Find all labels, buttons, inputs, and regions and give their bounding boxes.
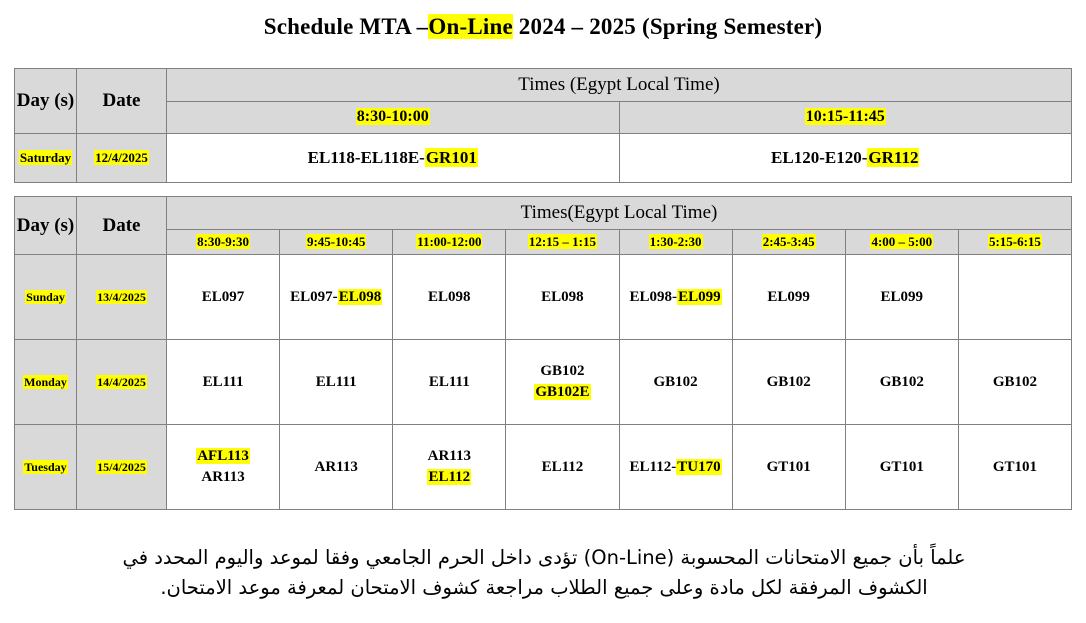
exam-code-plain: GT101 xyxy=(992,458,1038,475)
row-day-monday xyxy=(15,340,77,425)
header-date: Date xyxy=(77,69,167,134)
day-label: Sunday xyxy=(26,289,65,304)
time-slot-8 xyxy=(958,230,1071,255)
exam-cell xyxy=(393,255,506,340)
exam-code-highlight: AFL113 xyxy=(197,448,249,464)
weekly-schedule-table xyxy=(14,196,1072,510)
header-day: Day (s) xyxy=(15,69,77,134)
time-slot-5 xyxy=(619,230,732,255)
time-slot-label: 4:00 – 5:00 xyxy=(871,234,933,249)
exam-code-plain: EL120-E120- xyxy=(771,148,868,167)
date-label: 13/4/2025 xyxy=(97,289,146,304)
date-label: 15/4/2025 xyxy=(97,459,146,474)
header-times: Times(Egypt Local Time) xyxy=(167,197,1072,230)
exam-code-plain: EL098 xyxy=(428,288,471,305)
exam-cell xyxy=(845,425,958,510)
exam-cell xyxy=(167,255,280,340)
date-label: 12/4/2025 xyxy=(95,150,148,165)
exam-code-highlight: EL112 xyxy=(428,469,471,485)
time-slot-label: 2:45-3:45 xyxy=(762,234,815,249)
time-slot-4 xyxy=(506,230,619,255)
time-slot-6 xyxy=(732,230,845,255)
exam-cell xyxy=(393,340,506,425)
time-slot-1 xyxy=(167,101,620,134)
row-date-saturday xyxy=(77,134,167,183)
row-date-sunday xyxy=(77,255,167,340)
exam-cell xyxy=(167,425,280,510)
row-date-monday xyxy=(77,340,167,425)
time-slot-label: 8:30-9:30 xyxy=(197,234,250,249)
exam-cell xyxy=(280,255,393,340)
exam-cell xyxy=(845,340,958,425)
exam-code-plain: GT101 xyxy=(879,458,924,475)
table-row xyxy=(15,255,1072,340)
arabic-note: علماً بأن جميع الامتحانات المحسوبة (On-Line) تؤدى داخل الحرم الجامعي وفقا لموعد واليوم المحدد في الكشوف المرفقة لكل مادة وعلى جميع الطلاب مراجعة كشوف الامتحان لمعرفة موعد الامتحان. xyxy=(122,546,966,599)
table-row xyxy=(15,197,1072,230)
exam-cell xyxy=(167,134,620,183)
exam-cell xyxy=(619,255,732,340)
exam-code-plain: EL118-EL118E- xyxy=(307,148,425,167)
time-slot-label: 8:30-10:00 xyxy=(356,108,429,126)
exam-cell xyxy=(732,255,845,340)
exam-code-plain: EL099 xyxy=(767,288,810,305)
time-slot-label: 11:00-12:00 xyxy=(417,234,482,249)
exam-code-highlight: GB102E xyxy=(535,384,590,400)
exam-cell xyxy=(619,340,732,425)
day-label: Monday xyxy=(24,374,67,389)
exam-code-highlight: EL098 xyxy=(338,288,382,305)
exam-code-plain: AR113 xyxy=(427,448,471,464)
table-row xyxy=(15,425,1072,510)
table-row xyxy=(15,69,1072,102)
exam-code-plain: AR113 xyxy=(201,469,245,485)
time-slot-label: 1:30-2:30 xyxy=(649,234,702,249)
time-slot-label: 5:15-6:15 xyxy=(988,234,1041,249)
exam-code-plain: GB102 xyxy=(992,373,1038,390)
exam-code-plain: GT101 xyxy=(766,458,811,475)
exam-code-plain: EL111 xyxy=(315,373,357,390)
exam-code-plain: GB102 xyxy=(766,373,811,390)
exam-code-highlight: EL099 xyxy=(678,288,721,305)
exam-code-plain: EL097- xyxy=(290,288,338,305)
exam-cell xyxy=(845,255,958,340)
exam-cell xyxy=(619,134,1072,183)
day-label: Tuesday xyxy=(24,459,67,474)
exam-cell xyxy=(393,425,506,510)
title-part-1: Schedule MTA – xyxy=(263,14,429,39)
header-times: Times (Egypt Local Time) xyxy=(167,69,1072,102)
exam-cell xyxy=(167,340,280,425)
exam-code-plain: EL112- xyxy=(629,458,677,475)
exam-code-plain: EL098- xyxy=(629,288,678,305)
exam-code-highlight: GR101 xyxy=(425,148,477,167)
time-slot-label: 12:15 – 1:15 xyxy=(528,234,597,249)
time-slot-3 xyxy=(393,230,506,255)
row-day-sunday xyxy=(15,255,77,340)
exam-code-plain: GB102 xyxy=(879,373,924,390)
time-slot-1 xyxy=(167,230,280,255)
exam-cell xyxy=(506,255,619,340)
exam-cell xyxy=(506,340,619,425)
title-part-2: 2024 – 2025 (Spring Semester) xyxy=(512,14,823,39)
exam-cell xyxy=(280,425,393,510)
table-row xyxy=(15,134,1072,183)
exam-code-plain: EL111 xyxy=(202,373,244,390)
table-row xyxy=(15,340,1072,425)
header-day: Day (s) xyxy=(15,197,77,255)
exam-cell xyxy=(619,425,732,510)
exam-cell xyxy=(958,425,1071,510)
header-date: Date xyxy=(77,197,167,255)
exam-code-plain: EL099 xyxy=(880,288,924,305)
exam-code-plain: EL098 xyxy=(541,288,584,305)
page-title xyxy=(0,0,1086,40)
date-label: 14/4/2025 xyxy=(97,374,146,389)
time-slot-7 xyxy=(845,230,958,255)
row-date-tuesday xyxy=(77,425,167,510)
time-slot-label: 9:45-10:45 xyxy=(306,234,366,249)
exam-cell xyxy=(280,340,393,425)
exam-cell xyxy=(506,425,619,510)
row-day-tuesday xyxy=(15,425,77,510)
exam-code-plain: GB102 xyxy=(653,373,698,390)
exam-code-plain: AR113 xyxy=(314,458,358,475)
saturday-schedule-table xyxy=(14,68,1072,183)
title-highlight: On-Line xyxy=(428,14,513,39)
time-slot-2 xyxy=(280,230,393,255)
time-slot-2 xyxy=(619,101,1072,134)
exam-cell xyxy=(958,340,1071,425)
exam-code-highlight: TU170 xyxy=(677,458,721,475)
day-label: Saturday xyxy=(19,150,72,165)
exam-cell xyxy=(732,425,845,510)
exam-cell-empty xyxy=(958,255,1071,340)
exam-code-plain: EL111 xyxy=(428,373,470,390)
exam-code-plain: EL097 xyxy=(201,288,245,305)
table-row xyxy=(15,230,1072,255)
exam-code-plain: EL112 xyxy=(541,458,584,475)
table-row xyxy=(15,101,1072,134)
exam-code-highlight: GR112 xyxy=(868,148,919,167)
exam-cell xyxy=(732,340,845,425)
row-day-saturday xyxy=(15,134,77,183)
time-slot-label: 10:15-11:45 xyxy=(805,108,885,126)
exam-code-plain: GB102 xyxy=(540,363,585,379)
